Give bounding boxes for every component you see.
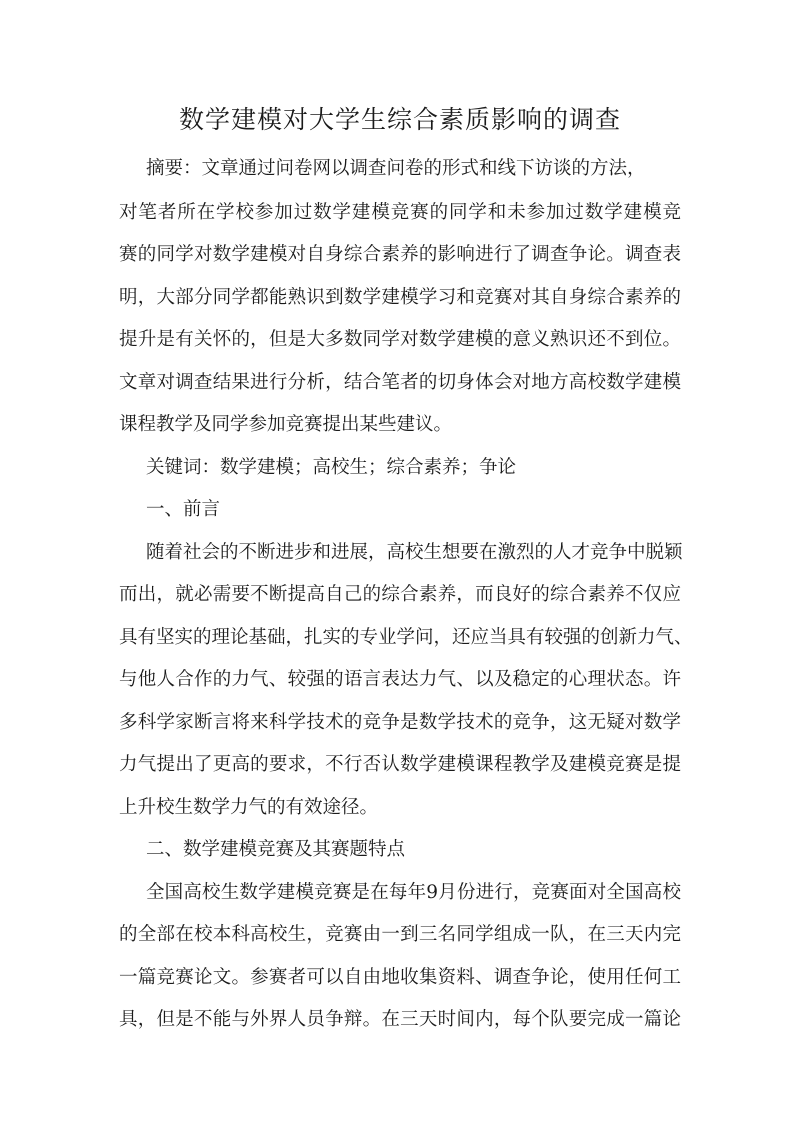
paragraph-line: 一篇竞赛论文。参赛者可以自由地收集资料、调查争论，使用任何工: [119, 967, 681, 988]
paragraph-line: 力气提出了更高的要求，不行否认数学建模课程教学及建模竞赛是提: [119, 754, 681, 775]
section-heading: 二、数学建模竞赛及其赛题特点: [146, 839, 406, 860]
paragraph-line: 上升校生数学力气的有效途径。: [119, 797, 379, 818]
paragraph-line: 多科学家断言将来科学技术的竞争是数学技术的竞争，这无疑对数学: [119, 712, 681, 733]
abstract-line: 对笔者所在学校参加过数学建模竞赛的同学和未参加过数学建模竞: [119, 202, 681, 223]
keywords: 关键词：数学建模；高校生；综合素养；争论: [146, 457, 517, 478]
paragraph-line: 全国高校生数学建模竞赛是在每年9月份进行，竞赛面对全国高校: [146, 882, 681, 903]
paragraph-line: 具，但是不能与外界人员争辩。在三天时间内，每个队要完成一篇论: [119, 1009, 681, 1030]
paragraph-line: 具有坚实的理论基础，扎实的专业学问，还应当具有较强的创新力气、: [119, 627, 693, 648]
abstract-line: 赛的同学对数学建模对自身综合素养的影响进行了调查争论。调查表: [119, 244, 681, 265]
abstract-line: 明，大部分同学都能熟识到数学建模学习和竞赛对其自身综合素养的: [119, 287, 681, 308]
abstract-line: 摘要：文章通过问卷网以调查问卷的形式和线下访谈的方法，: [146, 158, 646, 179]
section-heading: 一、前言: [146, 499, 221, 520]
abstract-line: 文章对调查结果进行分析，结合笔者的切身体会对地方高校数学建模: [119, 372, 681, 393]
paragraph-line: 随着社会的不断进步和进展，高校生想要在激烈的人才竞争中脱颖: [146, 542, 683, 563]
paragraph-line: 与他人合作的力气、较强的语言表达力气、以及稳定的心理状态。许: [119, 669, 681, 690]
paragraph-line: 的全部在校本科高校生，竞赛由一到三名同学组成一队，在三天内完: [119, 924, 681, 945]
paragraph-line: 而出，就必需要不断提高自己的综合素养，而良好的综合素养不仅应: [119, 584, 681, 605]
document-title: 数学建模对大学生综合素质影响的调查: [178, 105, 621, 134]
abstract-line: 课程教学及同学参加竞赛提出某些建议。: [119, 414, 453, 435]
abstract-line: 提升是有关怀的，但是大多数同学对数学建模的意义熟识还不到位。: [119, 329, 681, 350]
